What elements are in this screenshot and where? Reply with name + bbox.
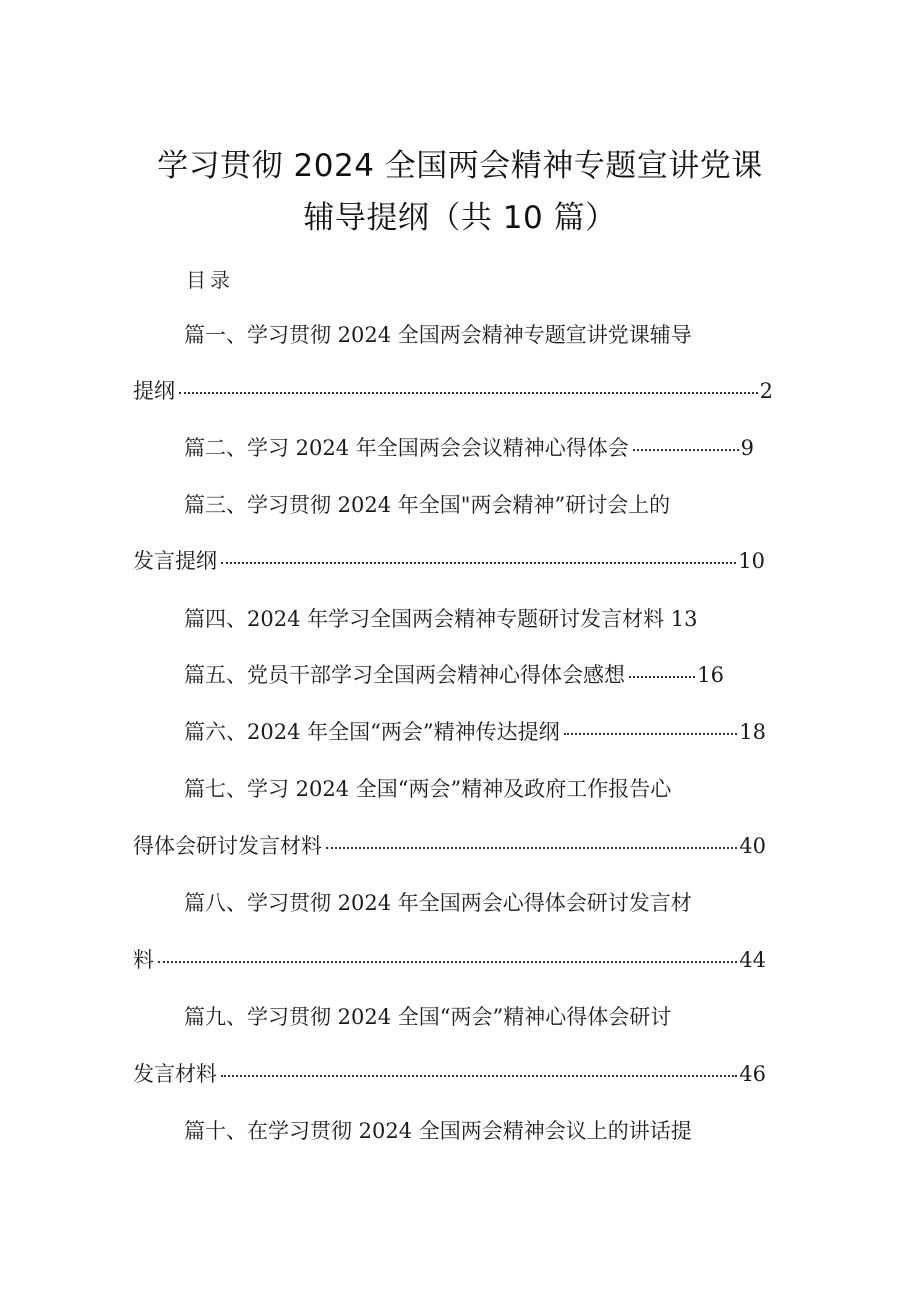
dot-leader [326, 847, 737, 849]
toc-entry-text: 料 [133, 948, 154, 972]
toc-entry-8-title[interactable] [184, 888, 692, 918]
toc-page-number: 10 [738, 549, 765, 573]
dot-leader [221, 562, 736, 564]
toc-page-number: 16 [697, 663, 724, 687]
toc-entry-text: 提纲 [133, 379, 175, 403]
dot-leader [158, 961, 737, 963]
toc-entry-text: 篇八、学习贯彻 2024 年全国两会心得体会研讨发言材 [184, 891, 692, 915]
dot-leader [564, 733, 738, 735]
toc-entry-1-title[interactable] [184, 320, 692, 350]
dot-leader [179, 392, 758, 394]
toc-entry-4[interactable] [184, 604, 698, 634]
toc-entry-text: 篇四、2024 年学习全国两会精神专题研讨发言材料 13 [184, 607, 698, 631]
toc-page-number: 18 [739, 720, 766, 744]
toc-page-number: 40 [739, 834, 766, 858]
toc-entry-10-title[interactable] [184, 1116, 692, 1146]
dot-leader [221, 1075, 737, 1077]
toc-entry-text: 发言材料 [133, 1062, 217, 1086]
toc-entry-text: 篇十、在学习贯彻 2024 全国两会精神会议上的讲话提 [184, 1119, 692, 1143]
toc-heading: 目录 [186, 268, 234, 292]
toc-entry-8-continuation[interactable] [133, 945, 766, 975]
toc-entry-2[interactable] [184, 433, 754, 463]
toc-entry-text: 篇三、学习贯彻 2024 年全国"两会精神”研讨会上的 [184, 493, 671, 517]
toc-page-number: 2 [759, 379, 773, 403]
toc-entry-9-continuation[interactable] [133, 1059, 766, 1089]
toc-page-number: 46 [739, 1062, 766, 1086]
toc-entry-text: 篇五、党员干部学习全国两会精神心得体会感想 [184, 663, 625, 687]
toc-entry-1-continuation[interactable] [133, 376, 773, 406]
dot-leader [629, 676, 695, 678]
toc-entry-text: 篇七、学习 2024 全国“两会”精神及政府工作报告心 [184, 777, 672, 801]
toc-entry-3-title[interactable] [184, 490, 670, 520]
toc-entry-text: 篇一、学习贯彻 2024 全国两会精神专题宣讲党课辅导 [184, 323, 692, 347]
toc-entry-9-title[interactable] [184, 1002, 671, 1032]
toc-entry-6[interactable] [184, 717, 766, 747]
document-title-line-1: 学习贯彻 2024 全国两会精神专题宣讲党课 [157, 148, 763, 184]
toc-entry-7-continuation[interactable] [133, 831, 766, 861]
toc-entry-text: 得体会研讨发言材料 [133, 834, 322, 858]
toc-page-number: 44 [739, 948, 766, 972]
toc-entry-7-title[interactable] [184, 774, 671, 804]
dot-leader [633, 449, 739, 451]
toc-page-number: 9 [740, 436, 754, 460]
toc-entry-3-continuation[interactable] [133, 546, 765, 576]
toc-entry-text: 发言提纲 [133, 549, 217, 573]
toc-entry-text: 篇九、学习贯彻 2024 全国“两会”精神心得体会研讨 [184, 1005, 672, 1029]
toc-entry-text: 篇二、学习 2024 年全国两会会议精神心得体会 [184, 436, 629, 460]
toc-entry-5[interactable] [184, 660, 724, 690]
toc-entry-text: 篇六、2024 年全国“两会”精神传达提纲 [184, 720, 560, 744]
document-title-line-2: 辅导提纲（共 10 篇） [303, 200, 617, 236]
